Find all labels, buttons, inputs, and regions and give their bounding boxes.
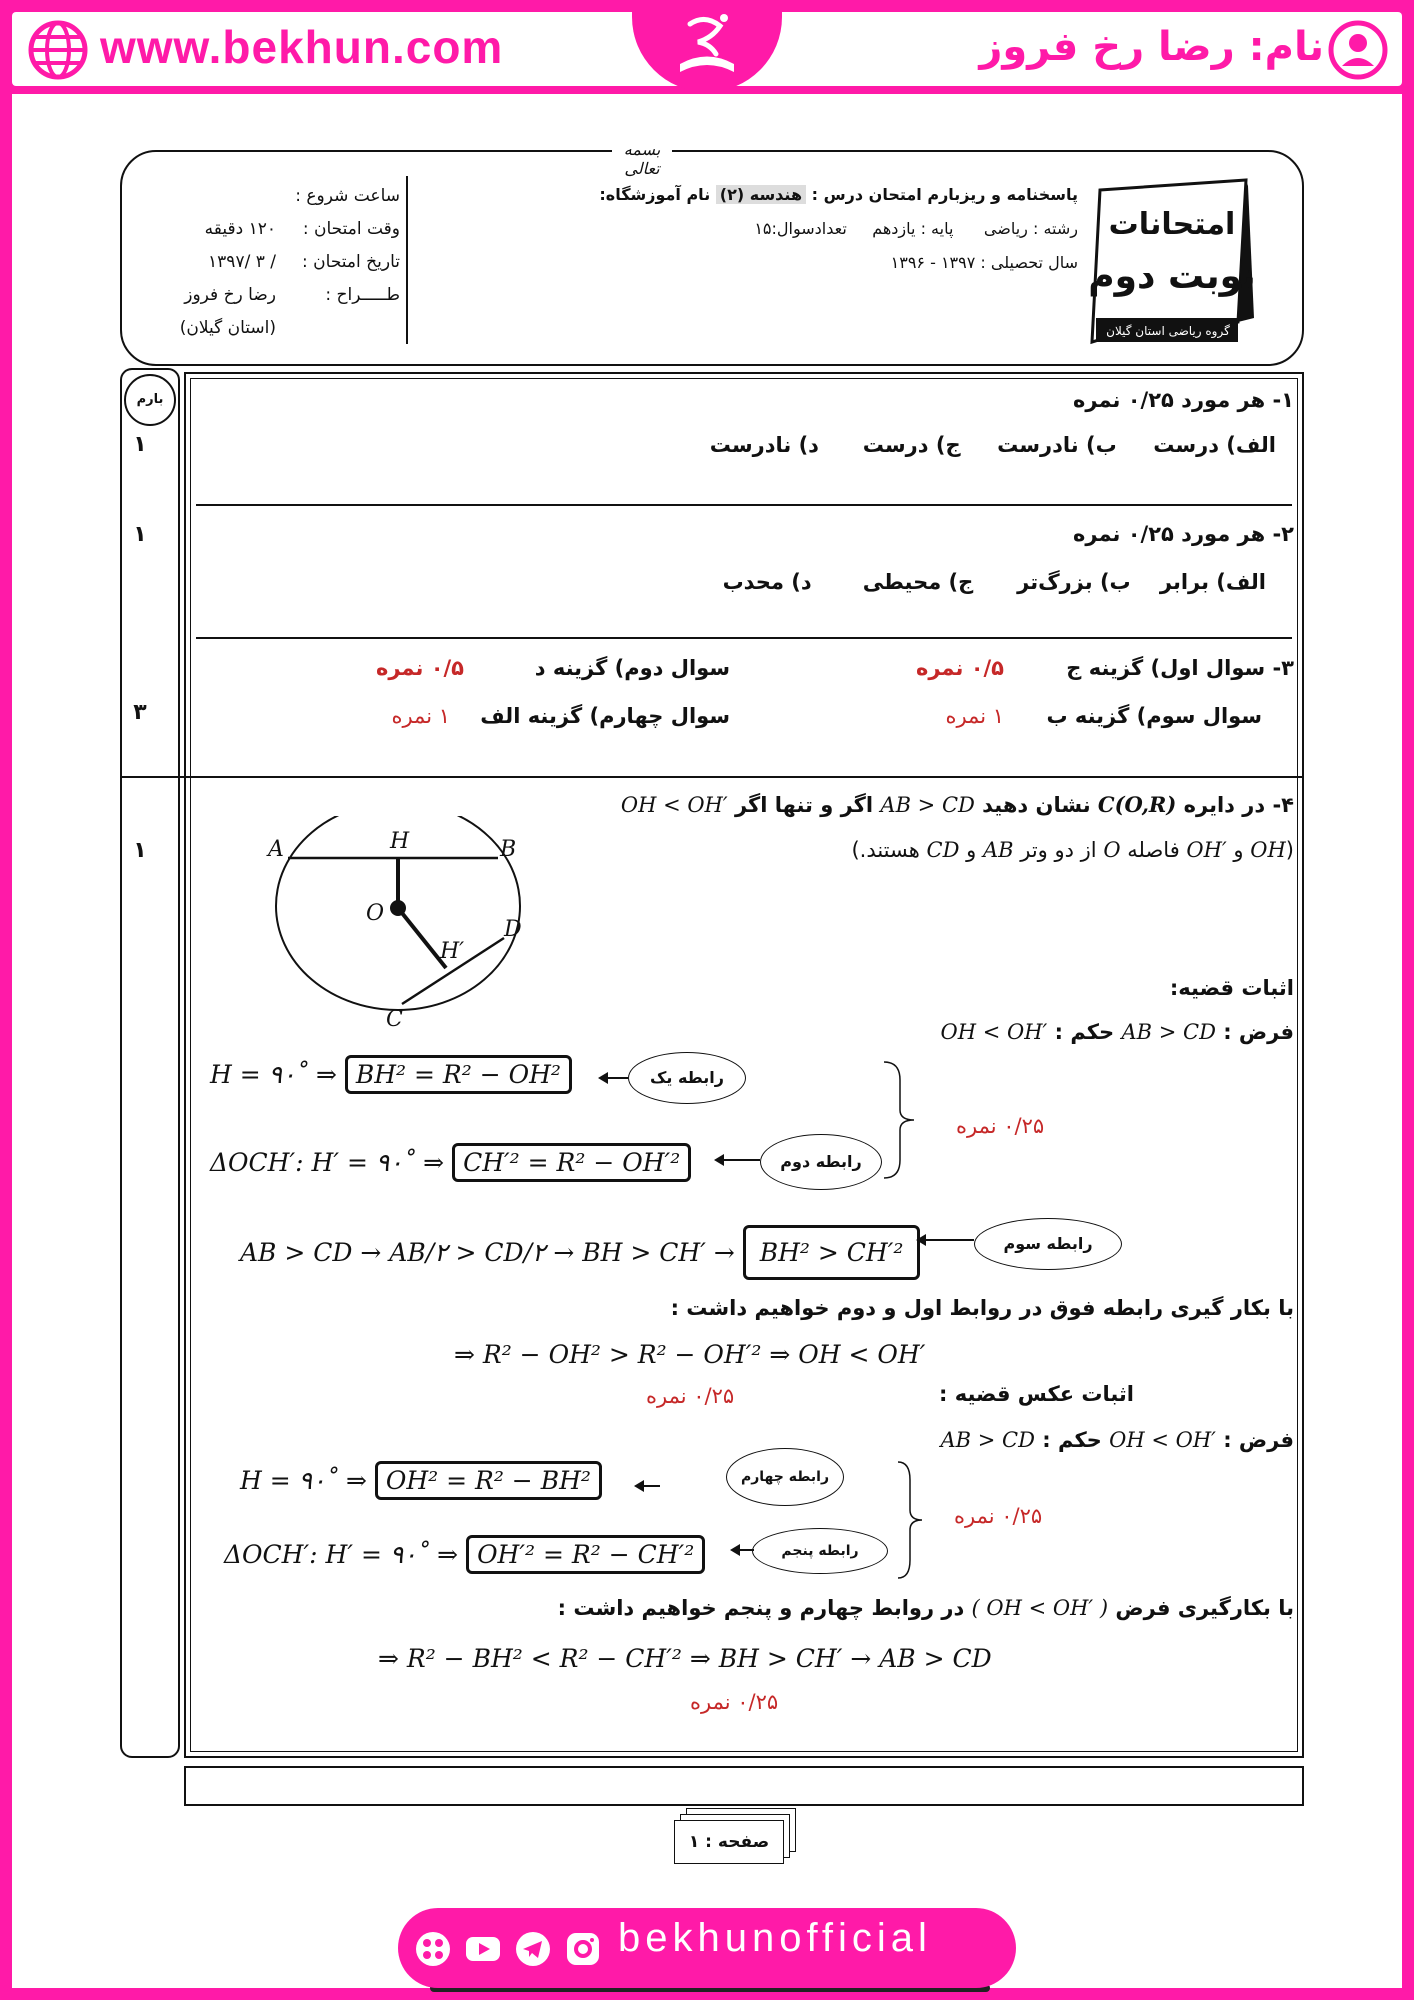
eq-relation-3 bbox=[240, 1238, 920, 1267]
q4-l1a: ۴- در دایره bbox=[1183, 793, 1294, 817]
q4-l2-cd: CD bbox=[926, 838, 960, 862]
eq6-prefix: ΔOCH′: H′ = ۹۰˚ ⇒ bbox=[224, 1540, 459, 1569]
question-count: تعدادسوال:۱۵ bbox=[754, 219, 847, 238]
hyp-expr: AB > CD bbox=[1121, 1020, 1216, 1044]
eq1-box: BH² = R² − OH² bbox=[345, 1055, 572, 1094]
eq2-prefix: ΔOCH′: H′ = ۹۰˚ ⇒ bbox=[210, 1148, 445, 1177]
eq-relation-5 bbox=[224, 1540, 705, 1569]
answer-sheet-title: پاسخنامه و ریزبارم امتحان درس : bbox=[811, 185, 1078, 204]
logo-text-top: امتحانات bbox=[1108, 207, 1236, 242]
exam-logo bbox=[1088, 172, 1260, 352]
q2-answers: الف) برابر ب) بزرگ‌تر ج) محیطی د) محدب bbox=[722, 570, 1266, 594]
q4-l2-ab: AB bbox=[982, 838, 1014, 862]
globe-icon bbox=[28, 20, 88, 80]
q4-l2c: فاصله bbox=[1127, 838, 1180, 862]
eq6-box: OH′² = R² − CH′² bbox=[466, 1535, 705, 1574]
q4-l1c: اگر و تنها اگر bbox=[734, 793, 874, 817]
fig-label-a: A bbox=[268, 837, 284, 862]
notes-box bbox=[184, 1766, 1304, 1806]
eq-relation-4 bbox=[240, 1466, 602, 1495]
bubble-relation-2: رابطه دوم bbox=[760, 1134, 882, 1190]
date-label: تاریخ امتحان : bbox=[302, 252, 400, 272]
grade: پایه : یازدهم bbox=[872, 219, 954, 238]
q4-l2-oh: OH bbox=[1250, 838, 1286, 862]
start-time-label: ساعت شروع : bbox=[295, 186, 400, 206]
eq-derivation-1: ⇒ R² − OH² > R² − OH′² ⇒ OH < OH′ bbox=[454, 1340, 926, 1369]
score-column bbox=[120, 368, 180, 1758]
eq-derivation-2: ⇒ R² − BH² < R² − CH′² ⇒ BH > CH′ → AB > CD bbox=[378, 1644, 992, 1673]
q3-answer-1: ۳- سوال اول) گزینه ج bbox=[1066, 656, 1294, 680]
q4-l2-o: O bbox=[1103, 838, 1121, 862]
header-separator bbox=[406, 176, 408, 344]
institute-label: نام آموزشگاه: bbox=[599, 185, 711, 204]
telegram-icon[interactable] bbox=[514, 1930, 552, 1968]
q1-answers: الف) درست ب) نادرست ج) درست د) نادرست bbox=[709, 433, 1276, 457]
field: رشته : ریاضی bbox=[983, 219, 1078, 238]
academic-year: سال تحصیلی : ۱۳۹۷ - ۱۳۹۶ bbox=[890, 253, 1078, 272]
arrow-icon bbox=[914, 1232, 976, 1248]
bubble-relation-4: رابطه چهارم bbox=[726, 1448, 844, 1506]
designer-value: رضا رخ فروز bbox=[184, 285, 276, 305]
exam-info bbox=[599, 178, 1078, 280]
logo-caption: گروه ریاضی استان گیلان bbox=[1106, 324, 1230, 338]
q2-title: ۲- هر مورد ۰/۲۵ نمره bbox=[1072, 522, 1294, 546]
divider-q2 bbox=[196, 637, 1292, 639]
arrow-icon bbox=[632, 1478, 662, 1494]
q4-circle: C(O,R) bbox=[1097, 792, 1177, 817]
divider-q3 bbox=[120, 776, 1304, 778]
proof-hypothesis bbox=[941, 1020, 1294, 1044]
arrow-icon bbox=[728, 1542, 756, 1558]
eq3-prefix: AB > CD → AB/۲ > CD/۲ → BH > CH′ → bbox=[240, 1238, 735, 1267]
instagram-icon[interactable] bbox=[564, 1930, 602, 1968]
bubble-relation-5: رابطه پنجم bbox=[752, 1528, 888, 1574]
book-logo-icon bbox=[660, 4, 754, 86]
score-a: ۰/۲۵ نمره bbox=[956, 1114, 1045, 1138]
aparat-icon[interactable] bbox=[414, 1930, 452, 1968]
using2-expr: ( OH < OH′ ) bbox=[971, 1596, 1109, 1620]
fig-label-d: D bbox=[504, 917, 522, 942]
course-name: هندسه (۲) bbox=[716, 185, 806, 204]
fig-label-b: B bbox=[500, 837, 517, 862]
fig-label-o: O bbox=[366, 901, 385, 926]
q4-statement-line1 bbox=[621, 792, 1294, 817]
q4-l2a: ( bbox=[1285, 838, 1294, 862]
page-number: صفحه : ۱ bbox=[674, 1820, 784, 1864]
q2-score: ۱ bbox=[133, 522, 147, 547]
brace-icon bbox=[894, 1460, 924, 1580]
c-concl-expr: AB > CD bbox=[940, 1428, 1035, 1452]
c-concl-label: حکم : bbox=[1042, 1428, 1102, 1452]
q4-l2e: و bbox=[966, 838, 977, 862]
user-icon bbox=[1328, 20, 1388, 80]
circle-figure bbox=[260, 816, 530, 1036]
brace-icon bbox=[880, 1060, 920, 1180]
q4-l2d: از دو وتر bbox=[1020, 838, 1097, 862]
using2-a: با بکارگیری فرض bbox=[1115, 1596, 1294, 1620]
footer-handle[interactable]: bekhunofficial bbox=[618, 1916, 932, 1960]
hyp-label: فرض : bbox=[1223, 1020, 1294, 1044]
q4-score: ۱ bbox=[133, 838, 147, 863]
score-b: ۰/۲۵ نمره bbox=[646, 1384, 735, 1408]
eq2-box: CH′² = R² − OH′² bbox=[452, 1143, 691, 1182]
logo-text-bottom: نوبت دوم bbox=[1088, 256, 1256, 297]
q4-l2-ohp: OH′ bbox=[1186, 838, 1227, 862]
fig-label-h: H bbox=[390, 829, 410, 854]
site-url[interactable]: www.bekhun.com bbox=[100, 21, 504, 73]
q4-l1b: نشان دهید bbox=[982, 793, 1091, 817]
q1-score: ۱ bbox=[133, 432, 147, 457]
eq1-prefix: H = ۹۰˚ ⇒ bbox=[210, 1060, 337, 1089]
q3-score-1: ۰/۵ نمره bbox=[915, 656, 1004, 680]
exam-meta bbox=[150, 180, 400, 345]
arrow-icon bbox=[596, 1070, 630, 1086]
c-hyp-label: فرض : bbox=[1223, 1428, 1294, 1452]
q3-answer-4: سوال چهارم) گزینه الف bbox=[480, 704, 730, 728]
eq5-box: OH² = R² − BH² bbox=[375, 1461, 602, 1500]
q3-answer-3: سوال سوم) گزینه ب bbox=[1046, 704, 1262, 728]
c-hyp-expr: OH < OH′ bbox=[1109, 1428, 1216, 1452]
q4-statement-line2 bbox=[851, 838, 1294, 862]
youtube-icon[interactable] bbox=[464, 1930, 502, 1968]
score-column-header: بارم bbox=[124, 374, 176, 426]
bubble-relation-3: رابطه سوم bbox=[974, 1218, 1122, 1270]
bismillah: بسمه تعالی bbox=[612, 140, 672, 162]
q4-l1-oh: OH < OH′ bbox=[620, 793, 728, 817]
divider-q1 bbox=[196, 504, 1292, 506]
q3-score-3: ۱ نمره bbox=[945, 704, 1004, 728]
fig-label-c: C bbox=[386, 1007, 403, 1032]
concl-expr: OH < OH′ bbox=[940, 1020, 1048, 1044]
designer-label: طـــــراح : bbox=[325, 285, 400, 305]
student-name: نام: رضا رخ فروز bbox=[979, 24, 1324, 70]
q4-l2f: هستند.) bbox=[851, 838, 920, 862]
q3-score-2: ۰/۵ نمره bbox=[375, 656, 464, 680]
duration-value: ۱۲۰ دقیقه bbox=[204, 219, 276, 239]
q1-title: ۱- هر مورد ۰/۲۵ نمره bbox=[1072, 388, 1294, 412]
concl-label: حکم : bbox=[1054, 1020, 1115, 1044]
bubble-relation-1: رابطه یک bbox=[628, 1052, 746, 1104]
q4-l2b: و bbox=[1233, 838, 1244, 862]
converse-title: اثبات عکس قضیه : bbox=[939, 1382, 1134, 1406]
score-d: ۰/۲۵ نمره bbox=[690, 1690, 779, 1714]
q4-l1-ab: AB > CD bbox=[880, 793, 975, 817]
q3-answer-2: سوال دوم) گزینه د bbox=[534, 656, 730, 680]
using-relations-text: با بکار گیری رابطه فوق در روابط اول و دوم خواهیم داشت : bbox=[670, 1296, 1294, 1320]
score-c: ۰/۲۵ نمره bbox=[954, 1504, 1043, 1528]
converse-hypothesis bbox=[941, 1428, 1294, 1452]
q3-score: ۳ bbox=[133, 700, 147, 725]
using2-b: در روابط چهارم و پنجم خواهیم داشت : bbox=[557, 1596, 965, 1620]
eq5-prefix: H = ۹۰˚ ⇒ bbox=[240, 1466, 367, 1495]
eq3-box: BH² > CH′² bbox=[743, 1225, 921, 1280]
arrow-icon bbox=[712, 1152, 762, 1168]
date-value: / ۳ /۱۳۹۷ bbox=[208, 252, 276, 272]
using-hypothesis-text bbox=[558, 1596, 1294, 1620]
q3-score-4: ۱ نمره bbox=[391, 704, 450, 728]
fig-label-hp: H′ bbox=[440, 939, 465, 964]
province: (استان گیلان) bbox=[179, 318, 276, 338]
eq-relation-2 bbox=[210, 1148, 691, 1177]
eq-relation-1 bbox=[210, 1060, 572, 1089]
proof-title: اثبات قضیه: bbox=[1169, 976, 1294, 1000]
duration-label: وقت امتحان : bbox=[302, 219, 400, 239]
